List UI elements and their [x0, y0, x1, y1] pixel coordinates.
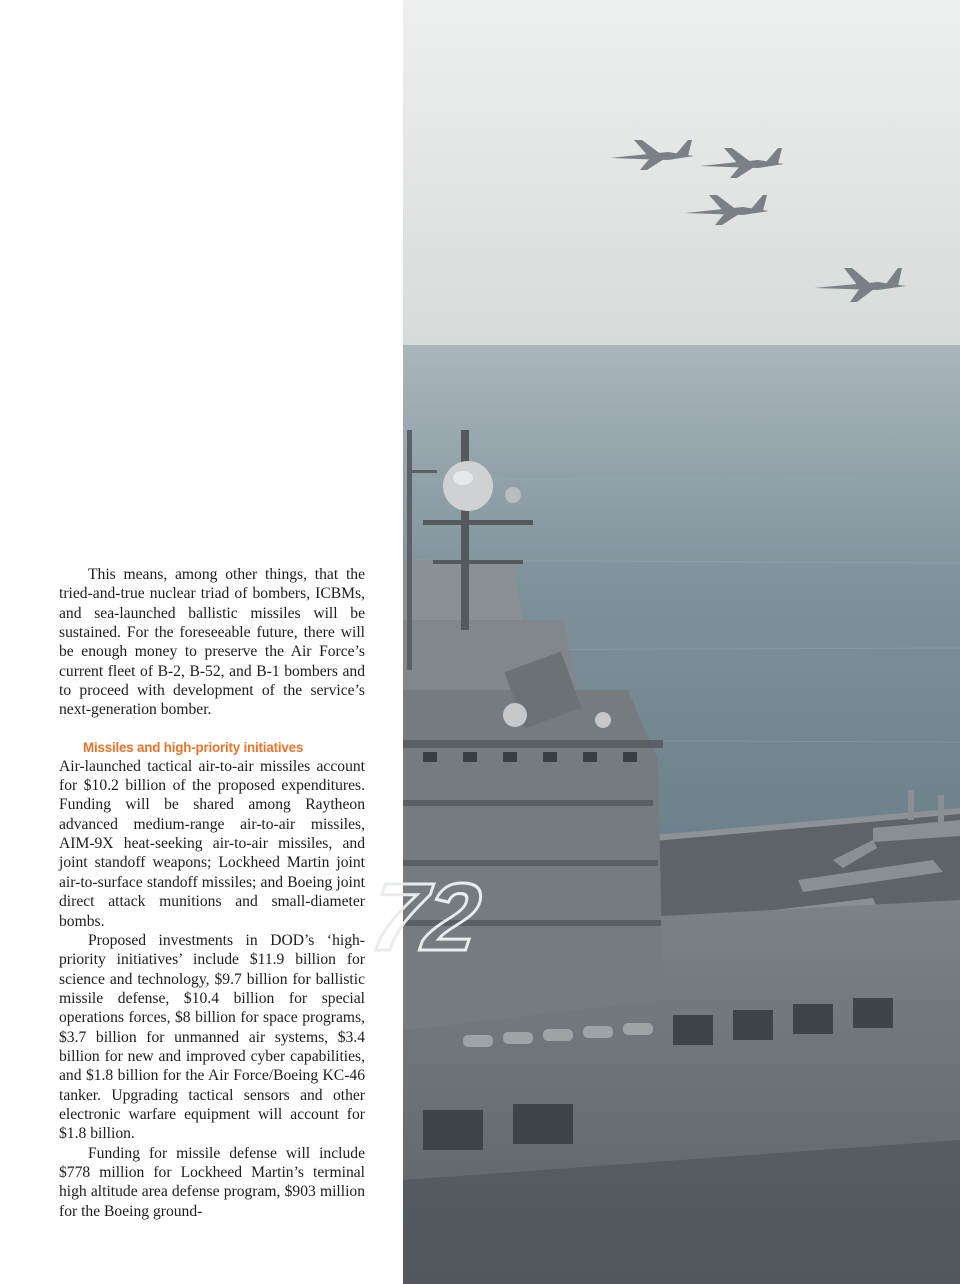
- sky: [403, 0, 960, 355]
- section-heading: Missiles and high-priority initiatives: [83, 739, 304, 755]
- article-paragraph: Funding for missile defense will include $778 million for Lockheed Martin’s terminal high altitude area defense program, $903 million for the Boeing ground-: [59, 1144, 365, 1220]
- ship-mast: [461, 430, 469, 630]
- article-column: [59, 565, 365, 1221]
- radar-dome: [443, 461, 493, 511]
- article-paragraph: Proposed investments in DOD’s ‘high-priority initiatives’ include $11.9 billion for science and technology, $9.7 billion for ballistic missile defense, $10.4 billion for special operations forces, $8 billion for space programs, $3.7 billion for unmanned air systems, $3.4 billion for new and improved cyber capabilities, and $1.8 billion for the Air Force/Boeing KC-46 tanker. Upgrading tactical sensors and other electronic warfare equipment will account for $1.8 billion.: [59, 931, 365, 1143]
- aircraft-carrier-photo: [364, 0, 960, 1284]
- article-paragraph: Air-launched tactical air-to-air missiles account for $10.2 billion of the proposed expenditures. Funding will be shared among Raytheon advanced medium-range air-to-air missiles, AIM-9X heat-seeking air-to-air missiles, and joint standoff weapons; Lockheed Martin joint air-to-surface standoff missiles; and Boeing joint direct attack munitions and small-diameter bombs.: [59, 757, 365, 930]
- article-paragraph: This means, among other things, that the tried-and-true nuclear triad of bombers, ICBMs, and sea-launched ballistic missiles will be sustained. For the foreseeable future, there will be enough money to preserve the Air Force’s current fleet of B-2, B-52, and B-1 bombers and to proceed with development of the service’s next-generation bomber.: [59, 566, 365, 719]
- hull-number: 72: [364, 864, 487, 971]
